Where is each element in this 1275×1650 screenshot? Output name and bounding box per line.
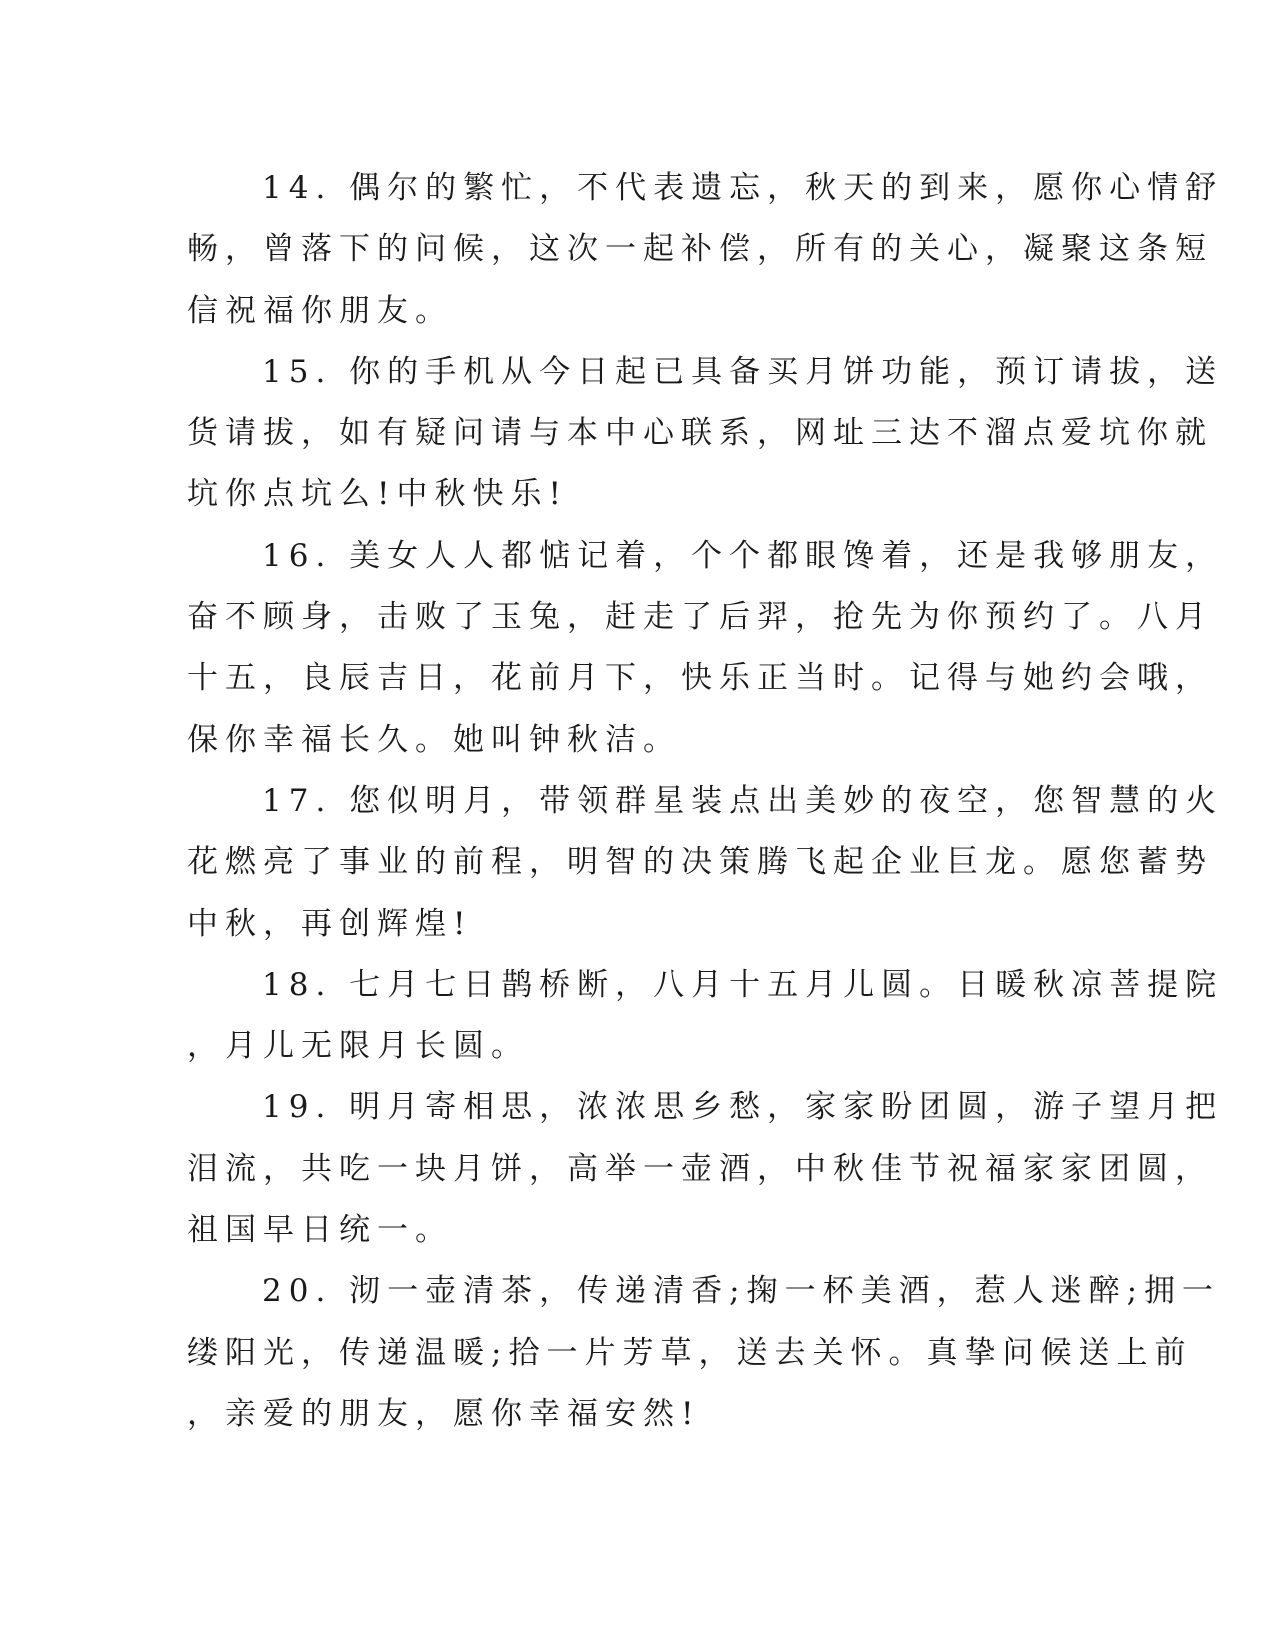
paragraph-line: 16. 美女人人都惦记着，个个都眼馋着，还是我够朋友， bbox=[262, 537, 1224, 574]
paragraph-line: 畅，曾落下的问候，这次一起补偿，所有的关心，凝聚这条短 bbox=[187, 231, 1213, 268]
paragraph-line: 17. 您似明月，带领群星装点出美妙的夜空，您智慧的火 bbox=[262, 782, 1224, 819]
paragraph-line: 奋不顾身，击败了玉兔，赶走了后羿，抢先为你预约了。八月 bbox=[187, 599, 1213, 636]
paragraph-line: 泪流，共吃一块月饼，高举一壶酒，中秋佳节祝福家家团圆， bbox=[187, 1150, 1213, 1187]
paragraph-line: ，月儿无限月长圆。 bbox=[187, 1028, 529, 1065]
paragraph-line: 15. 你的手机从今日起已具备买月饼功能，预订请拔，送 bbox=[262, 353, 1224, 390]
document-body bbox=[187, 158, 1224, 1445]
paragraph-20 bbox=[187, 1261, 1221, 1445]
paragraph-16 bbox=[187, 526, 1224, 771]
paragraph-15 bbox=[187, 342, 1224, 526]
paragraph-line: 坑你点坑么!中秋快乐! bbox=[187, 476, 568, 513]
paragraph-18 bbox=[187, 955, 1224, 1078]
paragraph-line: 信祝福你朋友。 bbox=[187, 292, 453, 329]
paragraph-line: 花燃亮了事业的前程，明智的决策腾飞起企业巨龙。愿您蓄势 bbox=[187, 844, 1213, 881]
paragraph-17 bbox=[187, 771, 1224, 955]
paragraph-line: 18. 七月七日鹊桥断，八月十五月儿圆。日暖秋凉菩提院 bbox=[262, 966, 1224, 1003]
paragraph-19 bbox=[187, 1077, 1224, 1261]
paragraph-line: 保你幸福长久。她叫钟秋洁。 bbox=[187, 721, 681, 758]
paragraph-line: 货请拔，如有疑问请与本中心联系，网址三达不溜点爱坑你就 bbox=[187, 415, 1213, 452]
paragraph-line: 20. 沏一壶清茶，传递清香;掬一杯美酒，惹人迷醉;拥一 bbox=[262, 1273, 1221, 1310]
paragraph-14 bbox=[187, 158, 1224, 342]
paragraph-line: 14. 偶尔的繁忙，不代表遗忘，秋天的到来，愿你心情舒 bbox=[262, 170, 1224, 206]
paragraph-line: 19. 明月寄相思，浓浓思乡愁，家家盼团圆，游子望月把 bbox=[262, 1089, 1224, 1126]
paragraph-line: 十五，良辰吉日，花前月下，快乐正当时。记得与她约会哦， bbox=[187, 660, 1213, 697]
paragraph-line: ，亲爱的朋友，愿你幸福安然! bbox=[187, 1395, 701, 1432]
paragraph-line: 中秋，再创辉煌! bbox=[187, 905, 473, 942]
paragraph-line: 祖国早日统一。 bbox=[187, 1212, 453, 1249]
paragraph-line: 缕阳光，传递温暖;拾一片芳草，送去关怀。真挚问候送上前 bbox=[187, 1334, 1193, 1371]
